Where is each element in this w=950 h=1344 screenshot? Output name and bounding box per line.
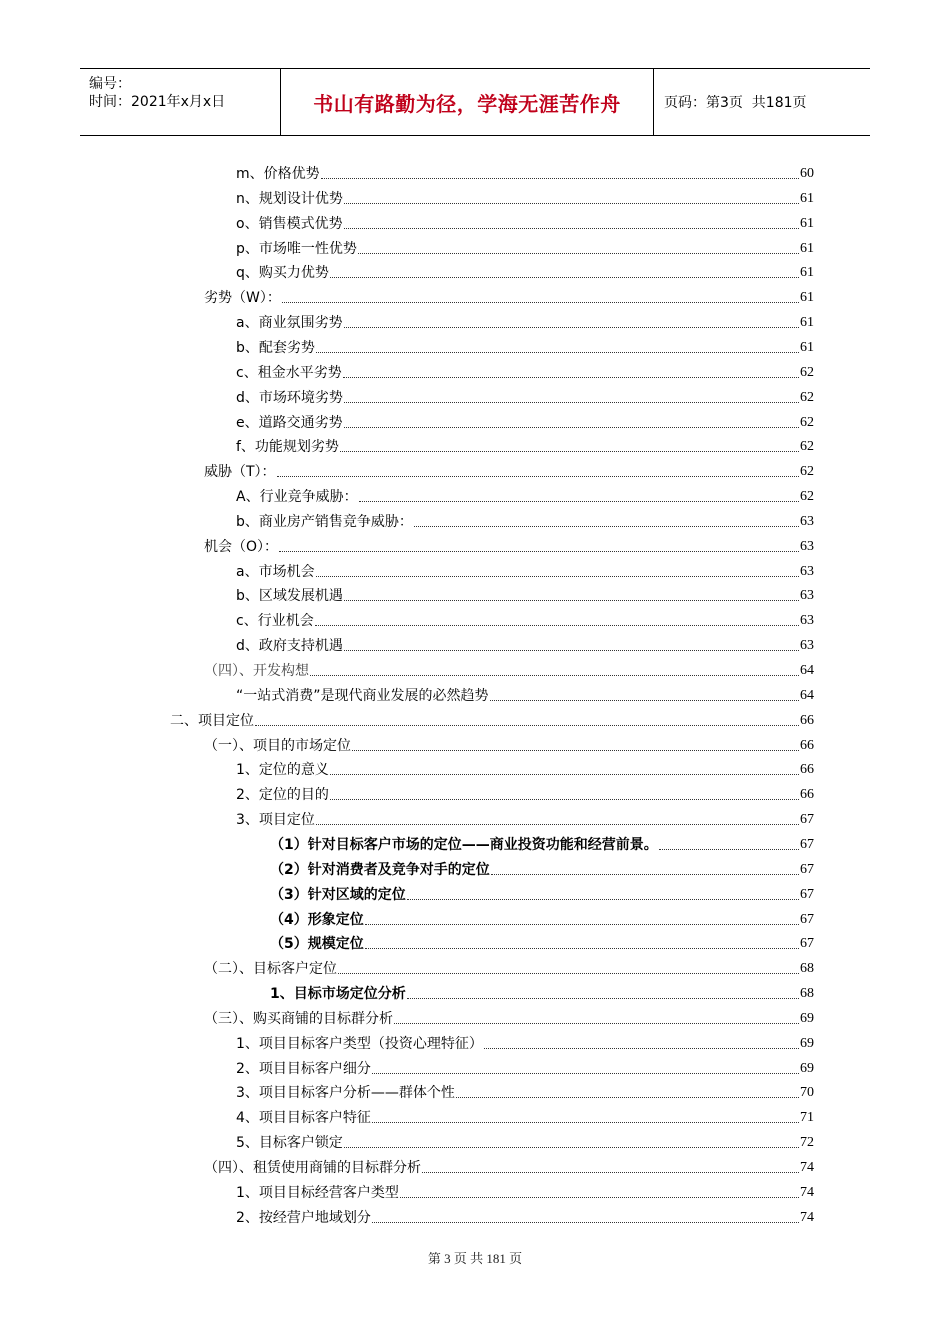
toc-entry-page: 66 (800, 762, 814, 777)
toc-dot-leader (407, 997, 799, 999)
toc-dot-leader (315, 624, 799, 626)
toc-entry-page: 63 (800, 514, 814, 529)
toc-entry-page: 61 (800, 216, 814, 231)
toc-entry-page: 62 (800, 464, 814, 479)
toc-entry-title: （二）、目标客户定位 (204, 961, 337, 977)
toc-entry-page: 63 (800, 588, 814, 603)
toc-dot-leader (659, 848, 799, 850)
toc-dot-leader (344, 401, 799, 403)
toc-entry-page: 66 (800, 713, 814, 728)
toc-entry-page: 67 (800, 812, 814, 827)
toc-entry-page: 66 (800, 738, 814, 753)
toc-entry-title: o、销售模式优势 (236, 216, 343, 232)
header-motto: 书山有路勤为径，学海无涯苦作舟 (281, 69, 654, 135)
toc-entry[interactable] (270, 980, 814, 1004)
toc-entry-page: 62 (800, 390, 814, 405)
toc-entry-page: 67 (800, 912, 814, 927)
toc-entry[interactable] (236, 309, 814, 333)
toc-dot-leader (277, 475, 799, 477)
toc-entry-page: 62 (800, 439, 814, 454)
toc-dot-leader (344, 426, 799, 428)
toc-entry-title: e、道路交通劣势 (236, 415, 343, 431)
toc-dot-leader (344, 227, 799, 229)
toc-entry-page: 61 (800, 191, 814, 206)
toc-entry-page: 74 (800, 1185, 814, 1200)
toc-entry-title: a、商业氛围劣势 (236, 315, 343, 331)
toc-entry-page: 69 (800, 1061, 814, 1076)
toc-entry[interactable] (204, 657, 814, 681)
toc-entry[interactable] (270, 906, 814, 930)
toc-entry[interactable] (204, 1005, 814, 1029)
toc-entry-title: 机会（O）： (204, 539, 279, 555)
toc-entry-page: 66 (800, 787, 814, 802)
toc-dot-leader (344, 202, 799, 204)
toc-dot-leader (359, 500, 799, 502)
toc-entry-title: “一站式消费”是现代商业发展的必然趋势 (236, 688, 489, 704)
toc-entry[interactable] (236, 756, 814, 780)
toc-entry-title: 3、项目目标客户分析——群体个性 (236, 1085, 455, 1101)
toc-entry[interactable] (204, 732, 814, 756)
toc-entry-page: 69 (800, 1036, 814, 1051)
toc-dot-leader (338, 972, 799, 974)
document-number-label: 编号： (89, 76, 131, 92)
toc-entry-title: b、商业房产销售竞争威胁： (236, 514, 413, 530)
page-header (80, 68, 870, 136)
toc-entry[interactable] (236, 607, 814, 631)
toc-entry-page: 68 (800, 986, 814, 1001)
toc-entry-title: 5、目标客户锁定 (236, 1135, 343, 1151)
toc-entry-title: 1、定位的意义 (236, 762, 329, 778)
toc-entry-page: 69 (800, 1011, 814, 1026)
toc-entry-title: 1、项目目标客户类型（投资心理特征） (236, 1036, 483, 1052)
toc-entry[interactable] (236, 582, 814, 606)
toc-dot-leader (344, 599, 799, 601)
toc-dot-leader (372, 1221, 799, 1223)
toc-entry-title: p、市场唯一性优势 (236, 241, 357, 257)
toc-entry-title: a、市场机会 (236, 564, 315, 580)
toc-entry[interactable] (236, 433, 814, 457)
toc-entry-title: （2）针对消费者及竞争对手的定位 (270, 862, 490, 878)
toc-dot-leader (400, 1196, 799, 1198)
toc-entry[interactable] (236, 259, 814, 283)
toc-entry[interactable] (236, 1079, 814, 1103)
toc-entry[interactable] (236, 334, 814, 358)
toc-entry-title: （四）、租赁使用商铺的目标群分析 (204, 1160, 421, 1176)
toc-entry[interactable] (170, 707, 814, 731)
toc-entry-title: b、区域发展机遇 (236, 588, 343, 604)
toc-dot-leader (358, 252, 799, 254)
toc-entry-title: （4）形象定位 (270, 912, 364, 928)
toc-entry[interactable] (236, 210, 814, 234)
header-meta (80, 69, 281, 135)
toc-entry-page: 61 (800, 241, 814, 256)
toc-entry[interactable] (236, 1129, 814, 1153)
toc-entry-title: 二、项目定位 (170, 713, 254, 729)
toc-entry[interactable] (204, 458, 814, 482)
toc-dot-leader (422, 1171, 799, 1173)
toc-entry[interactable] (236, 508, 814, 532)
toc-entry-page: 63 (800, 564, 814, 579)
toc-dot-leader (316, 575, 799, 577)
toc-entry-page: 63 (800, 613, 814, 628)
toc-entry-title: m、价格优势 (236, 166, 320, 182)
toc-entry-title: （三）、购买商铺的目标群分析 (204, 1011, 393, 1027)
toc-entry-title: 4、项目目标客户特征 (236, 1110, 371, 1126)
toc-entry[interactable] (236, 1179, 814, 1203)
toc-entry-title: （5）规模定位 (270, 936, 364, 952)
toc-entry-title: A、行业竞争威胁： (236, 489, 358, 505)
toc-entry[interactable] (236, 359, 814, 383)
toc-entry-page: 67 (800, 936, 814, 951)
toc-entry-page: 61 (800, 315, 814, 330)
toc-entry[interactable] (236, 781, 814, 805)
toc-entry[interactable] (270, 881, 814, 905)
toc-entry-title: 2、项目目标客户细分 (236, 1061, 371, 1077)
toc-entry-page: 62 (800, 415, 814, 430)
toc-dot-leader (490, 699, 799, 701)
toc-dot-leader (344, 649, 799, 651)
toc-entry-page: 67 (800, 887, 814, 902)
toc-entry[interactable] (236, 558, 814, 582)
toc-dot-leader (321, 177, 799, 179)
toc-entry-page: 62 (800, 489, 814, 504)
toc-dot-leader (344, 1146, 799, 1148)
toc-entry-title: 1、项目目标经营客户类型 (236, 1185, 399, 1201)
toc-entry[interactable] (204, 955, 814, 979)
toc-entry-page: 63 (800, 638, 814, 653)
toc-entry-title: 威胁（T）： (204, 464, 276, 480)
toc-entry-page: 74 (800, 1210, 814, 1225)
toc-entry-page: 72 (800, 1135, 814, 1150)
toc-dot-leader (282, 301, 799, 303)
header-page-info: 页码：第3页 共181页 (664, 95, 807, 111)
toc-dot-leader (340, 450, 799, 452)
toc-entry[interactable] (236, 682, 814, 706)
toc-entry[interactable] (270, 831, 814, 855)
toc-entry[interactable] (236, 1030, 814, 1054)
toc-entry-page: 74 (800, 1160, 814, 1175)
toc-entry-title: d、市场环境劣势 (236, 390, 343, 406)
toc-entry[interactable] (236, 235, 814, 259)
toc-entry-title: 2、定位的目的 (236, 787, 329, 803)
toc-entry-page: 67 (800, 862, 814, 877)
toc-entry-title: （3）针对区域的定位 (270, 887, 406, 903)
toc-entry-page: 61 (800, 265, 814, 280)
toc-entry[interactable] (236, 632, 814, 656)
toc-dot-leader (484, 1047, 799, 1049)
toc-entry-title: 2、按经营户地域划分 (236, 1210, 371, 1226)
toc-entry-page: 64 (800, 663, 814, 678)
toc-entry-title: n、规划设计优势 (236, 191, 343, 207)
toc-entry-title: f、功能规划劣势 (236, 439, 339, 455)
toc-entry[interactable] (236, 1204, 814, 1228)
toc-dot-leader (407, 898, 799, 900)
toc-dot-leader (330, 773, 799, 775)
toc-dot-leader (365, 923, 799, 925)
toc-dot-leader (310, 674, 799, 676)
toc-entry-title: b、配套劣势 (236, 340, 315, 356)
toc-entry-title: （1）针对目标客户市场的定位——商业投资功能和经营前景。 (270, 837, 658, 853)
toc-entry-title: 3、项目定位 (236, 812, 315, 828)
toc-entry[interactable] (204, 1154, 814, 1178)
toc-entry[interactable] (236, 160, 814, 184)
toc-entry-page: 63 (800, 539, 814, 554)
toc-entry-title: c、行业机会 (236, 613, 314, 629)
toc-entry-title: d、政府支持机遇 (236, 638, 343, 654)
toc-entry-page: 70 (800, 1085, 814, 1100)
toc-entry-title: c、租金水平劣势 (236, 365, 342, 381)
toc-dot-leader (344, 326, 799, 328)
document-time-label: 时间：2021年x月x日 (89, 94, 226, 110)
toc-entry[interactable] (236, 806, 814, 830)
toc-dot-leader (456, 1096, 799, 1098)
page-footer: 第 3 页 共 181 页 (427, 1251, 523, 1266)
toc-dot-leader (394, 1022, 799, 1024)
toc-entry-page: 61 (800, 290, 814, 305)
toc-entry[interactable] (236, 409, 814, 433)
toc-entry[interactable] (270, 856, 814, 880)
toc-entry[interactable] (236, 384, 814, 408)
toc-entry-page: 64 (800, 688, 814, 703)
toc-entry-title: 劣势（W）： (204, 290, 281, 306)
toc-dot-leader (343, 376, 799, 378)
toc-dot-leader (414, 525, 799, 527)
toc-dot-leader (279, 550, 799, 552)
toc-dot-leader (372, 1121, 799, 1123)
toc-dot-leader (491, 873, 799, 875)
toc-entry-title: q、购买力优势 (236, 265, 329, 281)
toc-entry-page: 68 (800, 961, 814, 976)
toc-dot-leader (316, 823, 799, 825)
toc-dot-leader (316, 351, 799, 353)
toc-entry-page: 60 (800, 166, 814, 181)
toc-entry[interactable] (236, 1055, 814, 1079)
toc-dot-leader (330, 798, 799, 800)
toc-entry[interactable] (236, 483, 814, 507)
toc-entry[interactable] (204, 284, 814, 308)
toc-entry-page: 67 (800, 837, 814, 852)
toc-dot-leader (352, 749, 799, 751)
toc-entry-title: （一）、项目的市场定位 (204, 738, 351, 754)
toc-entry-title: （四）、开发构想 (204, 663, 309, 679)
toc-entry[interactable] (236, 1104, 814, 1128)
toc-entry-page: 71 (800, 1110, 814, 1125)
toc-entry-page: 61 (800, 340, 814, 355)
toc-dot-leader (372, 1072, 799, 1074)
toc-entry[interactable] (270, 930, 814, 954)
toc-dot-leader (365, 947, 799, 949)
toc-entry[interactable] (236, 185, 814, 209)
toc-dot-leader (255, 724, 799, 726)
toc-entry-page: 62 (800, 365, 814, 380)
toc-entry[interactable] (204, 533, 814, 557)
toc-entry-title: 1、目标市场定位分析 (270, 986, 406, 1002)
toc-dot-leader (330, 276, 799, 278)
